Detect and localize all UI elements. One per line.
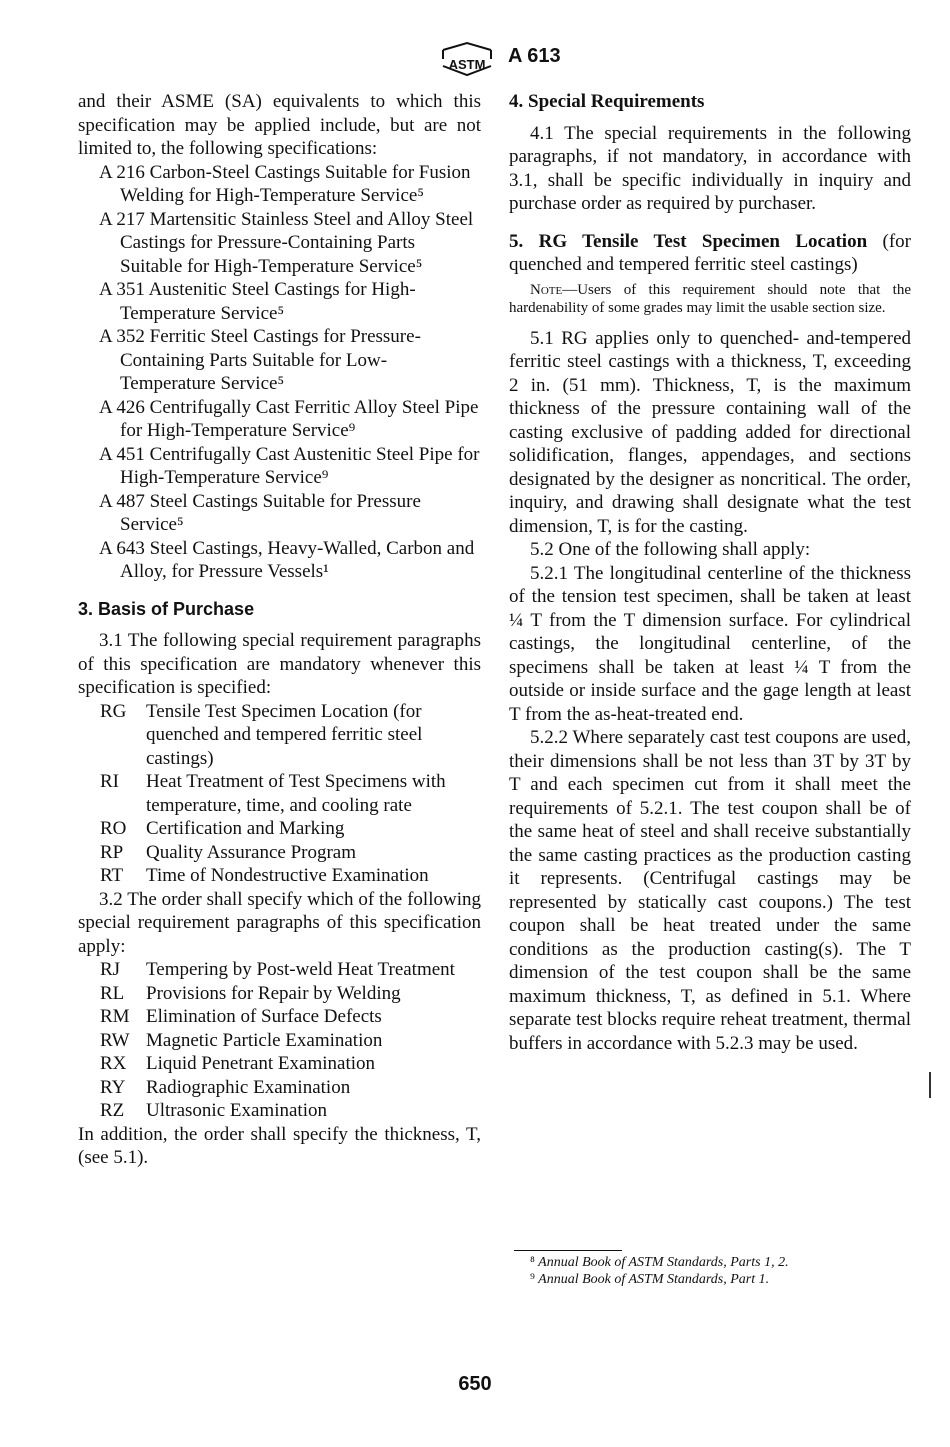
requirement-item: RM Elimination of Surface Defects <box>100 1006 382 1027</box>
requirement-item: RO Certification and Marking <box>100 818 345 839</box>
astm-logo <box>437 40 497 78</box>
logo-text: ASTM <box>448 57 486 72</box>
requirement-item: RT Time of Nondestructive Examination <box>100 865 429 886</box>
reference-item: A 451 Centrifugally Cast Austenitic Steel Pipe for High-Temperature Service⁹ <box>99 443 480 488</box>
section-4-title: 4. Special Requirements <box>509 91 705 112</box>
reference-item: A 217 Martensitic Stainless Steel and Alloy Steel Castings for Pressure-Containing Parts Suitable for High-Temperature Service⁵ <box>99 208 474 277</box>
reference-item: A 351 Austenitic Steel Castings for High-Temperature Service⁵ <box>99 279 416 324</box>
footnote-rule <box>514 1250 622 1251</box>
reference-item: A 426 Centrifugally Cast Ferritic Alloy Steel Pipe for High-Temperature Service⁹ <box>99 396 479 441</box>
requirement-item: RJ Tempering by Post-weld Heat Treatment <box>100 959 455 980</box>
paragraph-5-2-2: 5.2.2 Where separately cast test coupons are used, their dimensions shall be not less than 3T by 3T by T and each specimen cut from it shall meet the requirements of 5.2.1. The test coupon shall be of the same heat of steel and shall receive substantially the same casting practices as the production casting it represents. (Centrifugal castings may be represented by statically cast coupons.) The test coupon shall be heat treated under the same conditions as the production casting(s). The T dimension of the test coupon shall be the same maximum thickness, T, as defined in 5.1. Where separate test blocks require reheat treatment, thermal buffers in accordance with 5.2.3 may be used. <box>509 727 911 1054</box>
mandatory-requirements-list <box>78 700 481 888</box>
section-5-heading <box>509 230 911 277</box>
requirement-item: RX Liquid Penetrant Examination <box>100 1053 376 1074</box>
requirement-item: RL Provisions for Repair by Welding <box>100 982 401 1004</box>
right-column <box>509 90 911 1055</box>
paragraph-4-1: 4.1 The special requirements in the following paragraphs, if not mandatory, in accordance with 3.1, shall be specific individually in inquiry and purchase order as required by purchaser. <box>509 122 911 214</box>
change-bar <box>929 1072 931 1098</box>
reference-list <box>78 161 481 584</box>
requirement-item: RY Radiographic Examination <box>100 1076 351 1098</box>
requirement-item: RP Quality Assurance Program <box>100 841 357 863</box>
paragraph-3-2: 3.2 The order shall specify which of the following special requirement paragraphs of this specification apply: <box>78 888 481 957</box>
reference-item: A 643 Steel Castings, Heavy-Walled, Carbon and Alloy, for Pressure Vessels¹ <box>99 537 475 582</box>
paragraph-3-1: 3.1 The following special requirement paragraphs of this specification are mandatory whenever this specification is specified: <box>78 630 481 698</box>
requirement-item: RW Magnetic Particle Examination <box>100 1029 383 1051</box>
note-label: Note <box>530 281 563 298</box>
page-header <box>0 40 950 80</box>
paragraph-5-2: 5.2 One of the following shall apply: <box>530 539 811 560</box>
footnote: ⁹ Annual Book of ASTM Standards, Part 1. <box>530 1272 770 1287</box>
section-5-subtitle: (for quenched and tempered ferritic steel castings) <box>509 230 911 275</box>
note <box>509 281 911 317</box>
reference-item: A 352 Ferritic Steel Castings for Pressure-Containing Parts Suitable for Low-Temperature Service⁵ <box>99 326 421 394</box>
footnotes <box>530 1254 789 1288</box>
document-code: A 613 <box>508 45 561 67</box>
left-column <box>78 90 481 1170</box>
footnote: ⁸ Annual Book of ASTM Standards, Parts 1, 2. <box>530 1255 789 1270</box>
paragraph-5-2-1: 5.2.1 The longitudinal centerline of the thickness of the tension test specimen, shall be taken at least ¼ T from the T dimension surface. For cylindrical castings, the longitudinal centerline, of the specimens shall be taken at least ¼ T from the outside or inside surface and the gage length at least T from the as-heat-treated end. <box>509 562 911 725</box>
requirement-item: RI Heat Treatment of Test Specimens with temperature, time, and cooling rate <box>100 771 446 816</box>
requirement-item: RG Tensile Test Specimen Location (for quenched and tempered ferritic steel castings) <box>100 700 423 769</box>
section-5-title: 5. RG Tensile Test Specimen Location <box>509 230 868 252</box>
section-3-title: 3. Basis of Purchase <box>78 598 255 619</box>
optional-requirements-list <box>78 958 481 1123</box>
requirement-item: RZ Ultrasonic Examination <box>100 1100 327 1121</box>
reference-item: A 487 Steel Castings Suitable for Pressure Service⁵ <box>99 490 421 535</box>
note-text: —Users of this requirement should note that the hardenability of some grades may limit the usable section size. <box>509 281 911 316</box>
paragraph-5-1: 5.1 RG applies only to quenched- and-tempered ferritic steel castings with a thickness, T, exceeding 2 in. (51 mm). Thickness, T, is the maximum thickness of the pressure containing wall of the casting exclusive of padding added for directional solidification, flanges, appendages, and sections designated by the designer as noncritical. The order, inquiry, and drawing shall designate what the test dimension, T, is for the casting. <box>509 327 911 537</box>
intro-paragraph: and their ASME (SA) equivalents to which this specification may be applied include, but are not limited to, the following specifications: <box>78 91 481 159</box>
page-number: 650 <box>458 1373 492 1395</box>
closing-paragraph: In addition, the order shall specify the thickness, T, (see 5.1). <box>78 1123 481 1168</box>
reference-item: A 216 Carbon-Steel Castings Suitable for Fusion Welding for High-Temperature Service⁵ <box>99 161 471 206</box>
